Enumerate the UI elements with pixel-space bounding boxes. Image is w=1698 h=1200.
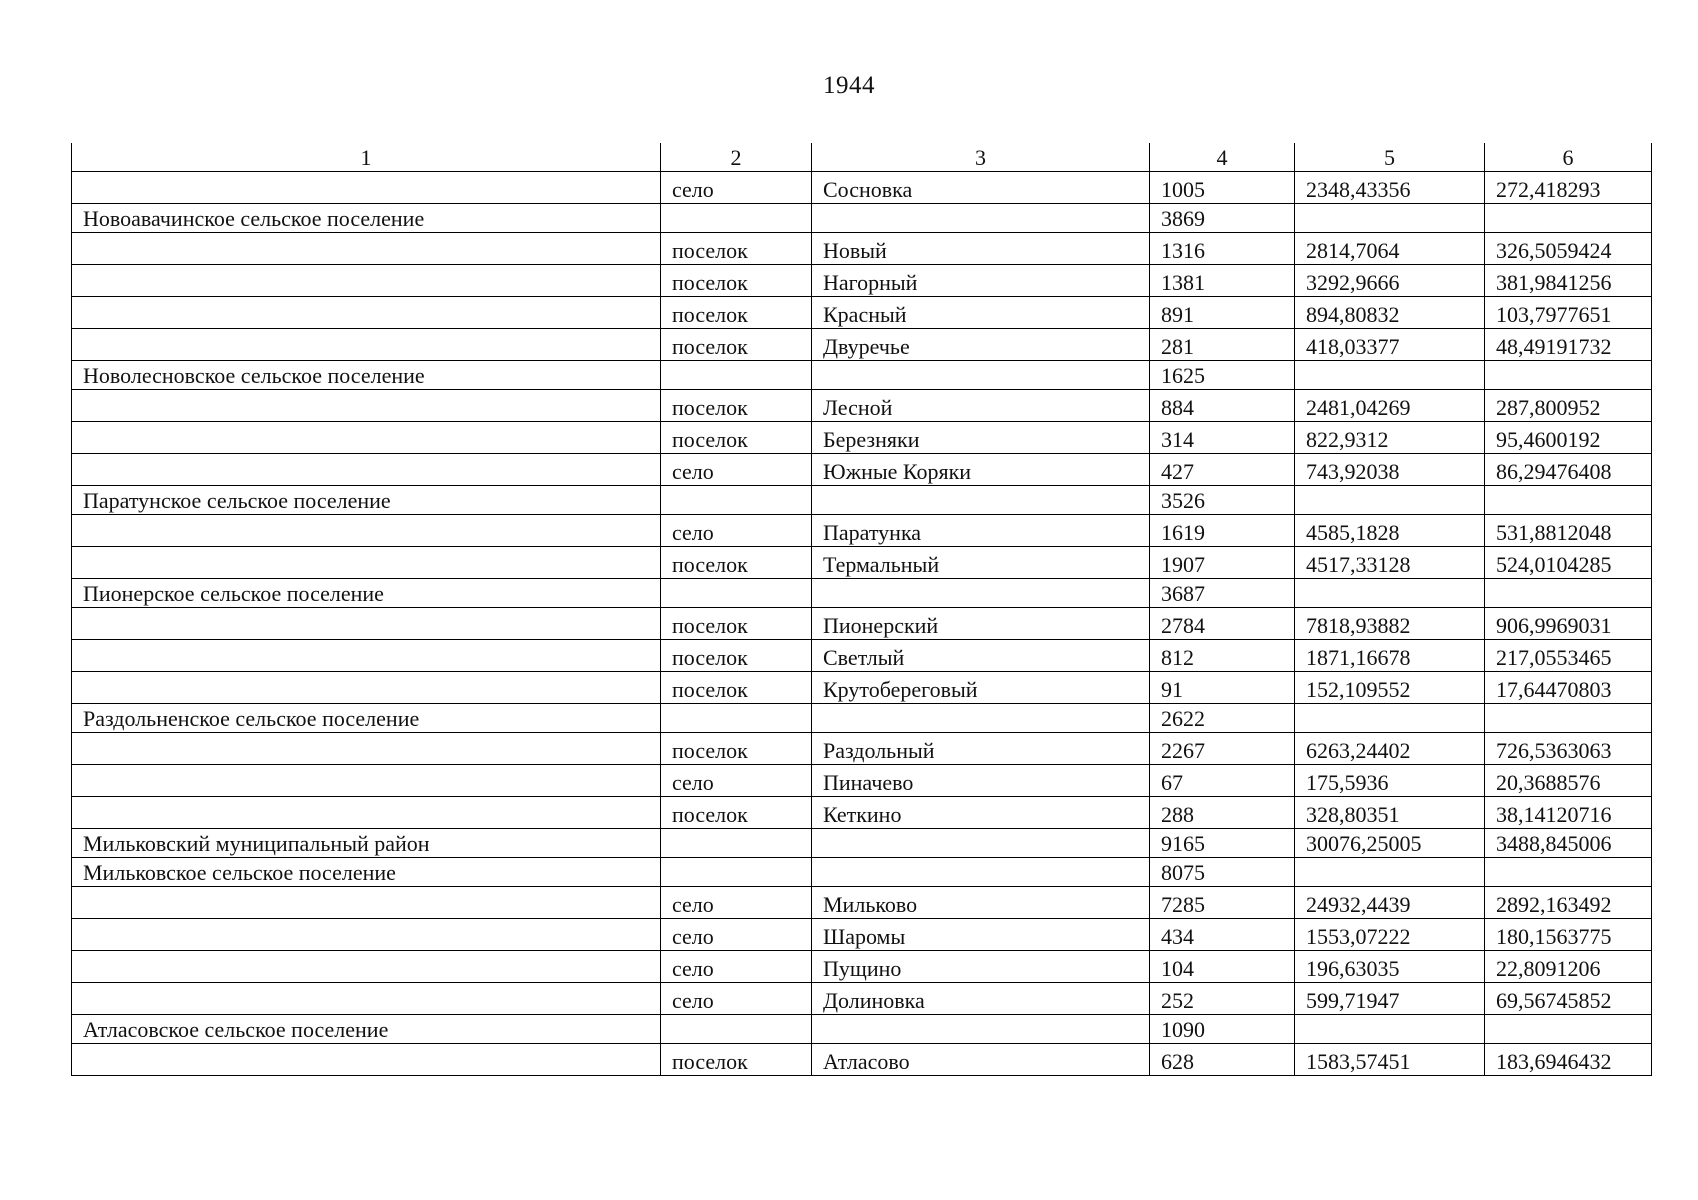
column-header-3: 3 — [812, 143, 1150, 172]
settlement-type-cell: поселок — [661, 797, 812, 829]
settlement-type-cell: поселок — [661, 422, 812, 454]
value-col6-cell: 22,8091206 — [1485, 951, 1652, 983]
settlement-group-cell — [72, 265, 661, 297]
settlement-type-cell: поселок — [661, 233, 812, 265]
table-row — [72, 983, 1652, 1015]
column-header-1: 1 — [72, 143, 661, 172]
population-cell: 8075 — [1150, 858, 1295, 887]
population-cell: 7285 — [1150, 887, 1295, 919]
group-row — [72, 204, 1652, 233]
settlement-type-cell — [661, 1015, 812, 1044]
value-col5-cell: 4585,1828 — [1295, 515, 1485, 547]
settlement-type-cell — [661, 486, 812, 515]
settlement-name-cell: Лесной — [812, 390, 1150, 422]
settlement-name-cell: Паратунка — [812, 515, 1150, 547]
settlement-group-cell — [72, 733, 661, 765]
population-cell: 281 — [1150, 329, 1295, 361]
value-col5-cell — [1295, 486, 1485, 515]
table-row — [72, 1044, 1652, 1076]
group-row — [72, 704, 1652, 733]
value-col5-cell: 418,03377 — [1295, 329, 1485, 361]
population-cell: 104 — [1150, 951, 1295, 983]
settlement-type-cell: поселок — [661, 640, 812, 672]
settlement-type-cell: село — [661, 765, 812, 797]
header-row — [72, 143, 1652, 172]
value-col6-cell: 726,5363063 — [1485, 733, 1652, 765]
table-row — [72, 233, 1652, 265]
settlement-type-cell: поселок — [661, 672, 812, 704]
value-col5-cell — [1295, 361, 1485, 390]
settlement-type-cell — [661, 704, 812, 733]
settlement-group-cell: Новолесновское сельское поселение — [72, 361, 661, 390]
population-cell: 3687 — [1150, 579, 1295, 608]
table-row — [72, 765, 1652, 797]
settlement-type-cell: село — [661, 172, 812, 204]
value-col6-cell: 906,9969031 — [1485, 608, 1652, 640]
population-cell: 628 — [1150, 1044, 1295, 1076]
settlement-name-cell: Шаромы — [812, 919, 1150, 951]
settlement-type-cell: поселок — [661, 608, 812, 640]
population-cell: 434 — [1150, 919, 1295, 951]
settlement-group-cell — [72, 233, 661, 265]
group-row — [72, 361, 1652, 390]
settlement-group-cell: Атласовское сельское поселение — [72, 1015, 661, 1044]
settlement-type-cell: поселок — [661, 733, 812, 765]
table-row — [72, 672, 1652, 704]
value-col5-cell: 152,109552 — [1295, 672, 1485, 704]
settlement-name-cell: Пущино — [812, 951, 1150, 983]
settlement-group-cell: Раздольненское сельское поселение — [72, 704, 661, 733]
settlement-type-cell — [661, 858, 812, 887]
settlement-group-cell — [72, 608, 661, 640]
value-col5-cell: 1871,16678 — [1295, 640, 1485, 672]
settlement-name-cell: Атласово — [812, 1044, 1150, 1076]
value-col6-cell: 17,64470803 — [1485, 672, 1652, 704]
settlement-group-cell: Мильковское сельское поселение — [72, 858, 661, 887]
population-cell: 2784 — [1150, 608, 1295, 640]
population-cell: 288 — [1150, 797, 1295, 829]
table-row — [72, 297, 1652, 329]
settlement-type-cell — [661, 829, 812, 858]
settlement-type-cell: село — [661, 919, 812, 951]
settlement-type-cell: поселок — [661, 1044, 812, 1076]
settlement-name-cell: Нагорный — [812, 265, 1150, 297]
settlement-type-cell — [661, 204, 812, 233]
population-cell: 9165 — [1150, 829, 1295, 858]
group-row — [72, 829, 1652, 858]
value-col5-cell: 6263,24402 — [1295, 733, 1485, 765]
value-col6-cell: 95,4600192 — [1485, 422, 1652, 454]
settlement-name-cell: Двуречье — [812, 329, 1150, 361]
value-col5-cell: 1553,07222 — [1295, 919, 1485, 951]
population-cell: 2622 — [1150, 704, 1295, 733]
settlement-name-cell — [812, 829, 1150, 858]
settlement-name-cell: Красный — [812, 297, 1150, 329]
settlement-group-cell: Мильковский муниципальный район — [72, 829, 661, 858]
value-col6-cell: 183,6946432 — [1485, 1044, 1652, 1076]
value-col5-cell: 7818,93882 — [1295, 608, 1485, 640]
population-cell: 252 — [1150, 983, 1295, 1015]
population-cell: 91 — [1150, 672, 1295, 704]
column-header-6: 6 — [1485, 143, 1652, 172]
settlement-name-cell: Пионерский — [812, 608, 1150, 640]
settlement-name-cell: Березняки — [812, 422, 1150, 454]
population-cell: 314 — [1150, 422, 1295, 454]
settlement-group-cell — [72, 887, 661, 919]
population-cell: 884 — [1150, 390, 1295, 422]
value-col5-cell: 4517,33128 — [1295, 547, 1485, 579]
value-col6-cell: 180,1563775 — [1485, 919, 1652, 951]
value-col5-cell — [1295, 1015, 1485, 1044]
group-row — [72, 486, 1652, 515]
settlement-group-cell — [72, 672, 661, 704]
settlement-name-cell — [812, 704, 1150, 733]
value-col6-cell — [1485, 1015, 1652, 1044]
settlement-name-cell: Крутобереговый — [812, 672, 1150, 704]
settlement-group-cell — [72, 919, 661, 951]
settlement-group-cell: Новоавачинское сельское поселение — [72, 204, 661, 233]
value-col5-cell: 328,80351 — [1295, 797, 1485, 829]
settlement-name-cell: Раздольный — [812, 733, 1150, 765]
settlement-type-cell: поселок — [661, 390, 812, 422]
table-row — [72, 390, 1652, 422]
page-number: 1944 — [823, 72, 875, 99]
settlement-group-cell: Паратунское сельское поселение — [72, 486, 661, 515]
value-col5-cell: 1583,57451 — [1295, 1044, 1485, 1076]
value-col6-cell: 48,49191732 — [1485, 329, 1652, 361]
population-cell: 1619 — [1150, 515, 1295, 547]
table-row — [72, 887, 1652, 919]
table-row — [72, 733, 1652, 765]
population-cell: 1316 — [1150, 233, 1295, 265]
settlement-type-cell: село — [661, 887, 812, 919]
settlement-group-cell — [72, 1044, 661, 1076]
settlement-name-cell: Сосновка — [812, 172, 1150, 204]
population-cell: 427 — [1150, 454, 1295, 486]
settlement-name-cell — [812, 361, 1150, 390]
settlement-group-cell — [72, 951, 661, 983]
settlement-name-cell: Кеткино — [812, 797, 1150, 829]
table-row — [72, 265, 1652, 297]
table-row — [72, 608, 1652, 640]
population-cell: 2267 — [1150, 733, 1295, 765]
value-col5-cell — [1295, 858, 1485, 887]
settlement-group-cell: Пионерское сельское поселение — [72, 579, 661, 608]
settlement-group-cell — [72, 329, 661, 361]
value-col5-cell — [1295, 704, 1485, 733]
settlement-name-cell — [812, 486, 1150, 515]
settlement-type-cell: село — [661, 454, 812, 486]
value-col6-cell — [1485, 579, 1652, 608]
settlement-group-cell — [72, 983, 661, 1015]
population-cell: 812 — [1150, 640, 1295, 672]
settlement-type-cell: поселок — [661, 547, 812, 579]
population-cell: 1907 — [1150, 547, 1295, 579]
value-col6-cell: 524,0104285 — [1485, 547, 1652, 579]
table-row — [72, 547, 1652, 579]
population-cell: 3869 — [1150, 204, 1295, 233]
group-row — [72, 858, 1652, 887]
value-col6-cell: 20,3688576 — [1485, 765, 1652, 797]
value-col5-cell: 30076,25005 — [1295, 829, 1485, 858]
settlement-group-cell — [72, 765, 661, 797]
value-col5-cell — [1295, 204, 1485, 233]
settlement-group-cell — [72, 454, 661, 486]
value-col6-cell: 217,0553465 — [1485, 640, 1652, 672]
value-col5-cell: 3292,9666 — [1295, 265, 1485, 297]
table-row — [72, 515, 1652, 547]
settlement-type-cell: село — [661, 951, 812, 983]
value-col6-cell — [1485, 704, 1652, 733]
group-row — [72, 579, 1652, 608]
value-col6-cell: 326,5059424 — [1485, 233, 1652, 265]
value-col6-cell — [1485, 858, 1652, 887]
settlement-group-cell — [72, 515, 661, 547]
population-cell: 891 — [1150, 297, 1295, 329]
settlement-type-cell — [661, 579, 812, 608]
value-col6-cell: 38,14120716 — [1485, 797, 1652, 829]
settlement-name-cell — [812, 1015, 1150, 1044]
settlement-type-cell: поселок — [661, 329, 812, 361]
value-col5-cell — [1295, 579, 1485, 608]
settlement-type-cell: село — [661, 983, 812, 1015]
value-col5-cell: 2348,43356 — [1295, 172, 1485, 204]
settlement-type-cell: село — [661, 515, 812, 547]
settlement-name-cell: Новый — [812, 233, 1150, 265]
settlement-name-cell: Пиначево — [812, 765, 1150, 797]
value-col6-cell: 69,56745852 — [1485, 983, 1652, 1015]
group-row — [72, 1015, 1652, 1044]
settlement-table — [71, 143, 1652, 1076]
value-col6-cell: 3488,845006 — [1485, 829, 1652, 858]
value-col6-cell — [1485, 361, 1652, 390]
settlement-group-cell — [72, 547, 661, 579]
population-cell: 67 — [1150, 765, 1295, 797]
settlement-name-cell: Термальный — [812, 547, 1150, 579]
table-row — [72, 951, 1652, 983]
table-row — [72, 454, 1652, 486]
settlement-group-cell — [72, 390, 661, 422]
table-row — [72, 329, 1652, 361]
settlement-name-cell — [812, 204, 1150, 233]
value-col6-cell — [1485, 204, 1652, 233]
population-cell: 3526 — [1150, 486, 1295, 515]
table-row — [72, 422, 1652, 454]
table-row — [72, 797, 1652, 829]
table-row — [72, 172, 1652, 204]
value-col5-cell: 2481,04269 — [1295, 390, 1485, 422]
value-col6-cell: 381,9841256 — [1485, 265, 1652, 297]
value-col5-cell: 24932,4439 — [1295, 887, 1485, 919]
settlement-name-cell: Южные Коряки — [812, 454, 1150, 486]
column-header-2: 2 — [661, 143, 812, 172]
value-col6-cell: 103,7977651 — [1485, 297, 1652, 329]
settlement-name-cell: Долиновка — [812, 983, 1150, 1015]
settlement-type-cell: поселок — [661, 265, 812, 297]
value-col5-cell: 2814,7064 — [1295, 233, 1485, 265]
value-col6-cell — [1485, 486, 1652, 515]
value-col6-cell: 2892,163492 — [1485, 887, 1652, 919]
settlement-type-cell — [661, 361, 812, 390]
settlement-group-cell — [72, 172, 661, 204]
value-col6-cell: 287,800952 — [1485, 390, 1652, 422]
settlement-name-cell: Мильково — [812, 887, 1150, 919]
settlement-name-cell: Светлый — [812, 640, 1150, 672]
population-cell: 1090 — [1150, 1015, 1295, 1044]
settlement-type-cell: поселок — [661, 297, 812, 329]
settlement-name-cell — [812, 579, 1150, 608]
column-header-5: 5 — [1295, 143, 1485, 172]
settlement-group-cell — [72, 297, 661, 329]
value-col5-cell: 822,9312 — [1295, 422, 1485, 454]
table-row — [72, 640, 1652, 672]
column-header-4: 4 — [1150, 143, 1295, 172]
value-col6-cell: 86,29476408 — [1485, 454, 1652, 486]
value-col5-cell: 175,5936 — [1295, 765, 1485, 797]
table-body — [72, 143, 1652, 1076]
value-col5-cell: 599,71947 — [1295, 983, 1485, 1015]
population-cell: 1625 — [1150, 361, 1295, 390]
population-cell: 1381 — [1150, 265, 1295, 297]
settlement-name-cell — [812, 858, 1150, 887]
value-col6-cell: 272,418293 — [1485, 172, 1652, 204]
population-cell: 1005 — [1150, 172, 1295, 204]
value-col5-cell: 894,80832 — [1295, 297, 1485, 329]
settlement-group-cell — [72, 640, 661, 672]
settlement-group-cell — [72, 422, 661, 454]
table-row — [72, 919, 1652, 951]
value-col6-cell: 531,8812048 — [1485, 515, 1652, 547]
value-col5-cell: 196,63035 — [1295, 951, 1485, 983]
value-col5-cell: 743,92038 — [1295, 454, 1485, 486]
settlement-group-cell — [72, 797, 661, 829]
